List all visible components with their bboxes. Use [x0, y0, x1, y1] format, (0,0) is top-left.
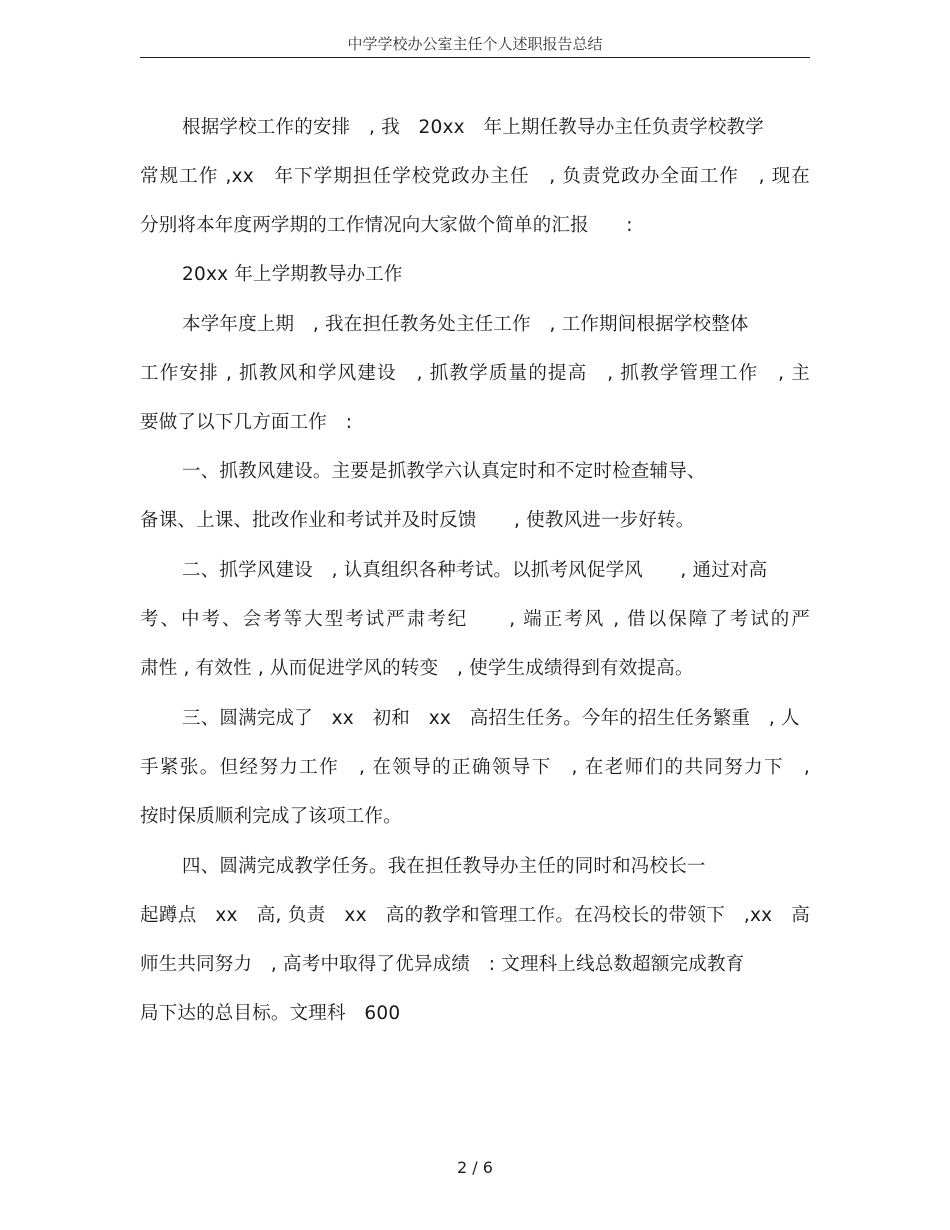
body-line: 肃性 , 有效性 , 从而促进学风的转变 , 使学生成绩得到有效提高。 — [140, 658, 694, 679]
body-line: 要做了以下几方面工作 : — [140, 412, 353, 433]
body-line: 局下达的总目标。文理科 600 — [140, 1003, 401, 1024]
body-line: 四、圆满完成教学任务。我在担任教导办主任的同时和冯校长一 — [182, 856, 706, 877]
body-line: 本学年度上期 , 我在担任教务处主任工作 , 工作期间根据学校整体 — [182, 314, 749, 335]
body-line: 考、中考、会考等大型考试严肃考纪 , 端正考风 , 借以保障了考试的严 — [140, 609, 810, 630]
body-line: 分别将本年度两学期的工作情况向大家做个简单的汇报 : — [140, 215, 633, 236]
body-line: 手紧张。但经努力工作 , 在领导的正确领导下 , 在老师们的共同努力下 , — [140, 757, 810, 778]
body-line: 工作安排 , 抓教风和学风建设 , 抓教学质量的提高 , 抓教学管理工作 , 主 — [140, 363, 810, 384]
section-heading: 20xx 年上学期教导办工作 — [182, 264, 403, 285]
body-line: 起蹲点 xx 高, 负责 xx 高的教学和管理工作。在冯校长的带领下 ,xx 高 — [140, 905, 810, 926]
header-rule — [140, 57, 810, 58]
body-line: 备课、上课、批改作业和考试并及时反馈 , 使教风进一步好转。 — [140, 510, 695, 531]
body-line: 按时保质顺利完成了该项工作。 — [140, 806, 402, 827]
body-line: 根据学校工作的安排 , 我 20xx 年上期任教导办主任负责学校教学 — [182, 117, 765, 138]
body-line: 常规工作 ,xx 年下学期担任学校党政办主任 , 负责党政办全面工作 , 现在 — [140, 166, 810, 187]
page-number: 2 / 6 — [457, 1158, 493, 1177]
body-line: 一、抓教风建设。主要是抓教学六认真定时和不定时检查辅导、 — [182, 461, 706, 482]
body-line: 三、圆满完成了 xx 初和 xx 高招生任务。今年的招生任务繁重 , 人 — [182, 708, 800, 729]
running-header: 中学学校办公室主任个人述职报告总结 — [347, 35, 603, 53]
body-line: 二、抓学风建设 , 认真组织各种考试。以抓考风促学风 , 通过对高 — [182, 560, 768, 581]
body-line: 师生共同努力 , 高考中取得了优异成绩 : 文理科上线总数超额完成教育 — [140, 954, 745, 975]
